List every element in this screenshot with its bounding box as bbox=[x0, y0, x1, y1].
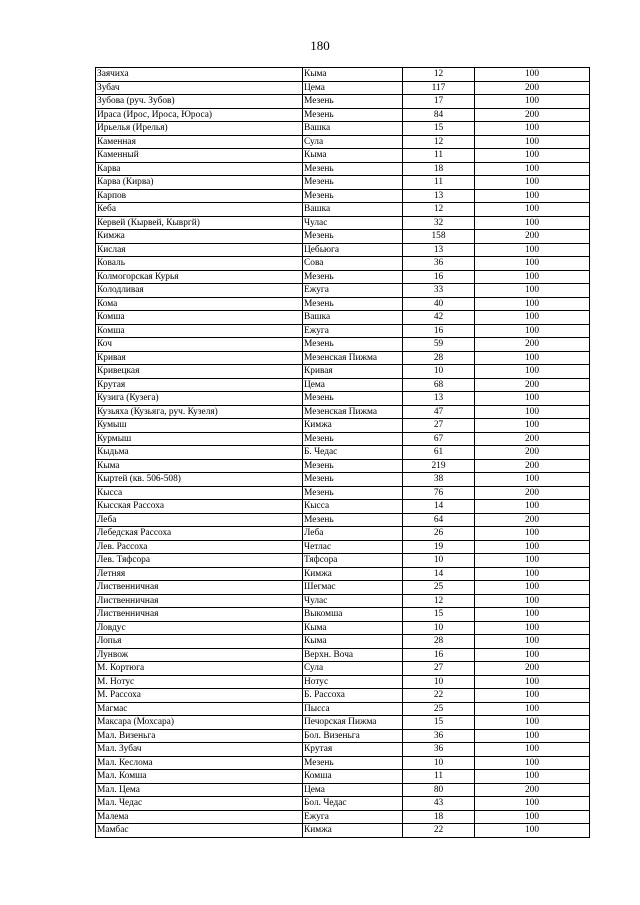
protection-zone-cell: 200 bbox=[475, 230, 590, 244]
protection-zone-cell: 100 bbox=[475, 95, 590, 109]
river-name-cell: Зубова (руч. Зубов) bbox=[96, 95, 303, 109]
river-name-cell: Кыма bbox=[96, 459, 303, 473]
river-name-cell: Лев. Тяфсора bbox=[96, 554, 303, 568]
river-name-cell: Лиственничная bbox=[96, 594, 303, 608]
table-row bbox=[96, 216, 590, 230]
recipient-river-cell: Мезень bbox=[303, 270, 403, 284]
recipient-river-cell: Мезенская Пижма bbox=[303, 351, 403, 365]
river-name-cell: Карва bbox=[96, 162, 303, 176]
length-cell: 158 bbox=[403, 230, 475, 244]
length-cell: 38 bbox=[403, 473, 475, 487]
protection-zone-cell: 100 bbox=[475, 270, 590, 284]
river-name-cell: Заячиха bbox=[96, 68, 303, 82]
length-cell: 13 bbox=[403, 189, 475, 203]
length-cell: 13 bbox=[403, 243, 475, 257]
protection-zone-cell: 100 bbox=[475, 716, 590, 730]
protection-zone-cell: 100 bbox=[475, 594, 590, 608]
recipient-river-cell: Мезень bbox=[303, 486, 403, 500]
table-row bbox=[96, 392, 590, 406]
recipient-river-cell: Цема bbox=[303, 783, 403, 797]
recipient-river-cell: Ежуга bbox=[303, 284, 403, 298]
river-name-cell: Кузига (Кузега) bbox=[96, 392, 303, 406]
recipient-river-cell: Тяфсора bbox=[303, 554, 403, 568]
river-name-cell: Кимжа bbox=[96, 230, 303, 244]
recipient-river-cell: Мезень bbox=[303, 473, 403, 487]
protection-zone-cell: 100 bbox=[475, 648, 590, 662]
river-name-cell: Мал. Кеслома bbox=[96, 756, 303, 770]
length-cell: 12 bbox=[403, 135, 475, 149]
river-name-cell: Кысса bbox=[96, 486, 303, 500]
protection-zone-cell: 100 bbox=[475, 702, 590, 716]
recipient-river-cell: Вашка bbox=[303, 311, 403, 325]
recipient-river-cell: Цема bbox=[303, 81, 403, 95]
protection-zone-cell: 100 bbox=[475, 405, 590, 419]
length-cell: 11 bbox=[403, 149, 475, 163]
length-cell: 12 bbox=[403, 203, 475, 217]
table-row bbox=[96, 729, 590, 743]
river-name-cell: Карпов bbox=[96, 189, 303, 203]
table-row bbox=[96, 810, 590, 824]
table-row bbox=[96, 230, 590, 244]
length-cell: 16 bbox=[403, 324, 475, 338]
rivers-table bbox=[95, 67, 590, 838]
river-name-cell: Лебедская Рассоха bbox=[96, 527, 303, 541]
length-cell: 27 bbox=[403, 662, 475, 676]
recipient-river-cell: Леба bbox=[303, 527, 403, 541]
length-cell: 117 bbox=[403, 81, 475, 95]
table-row bbox=[96, 108, 590, 122]
length-cell: 47 bbox=[403, 405, 475, 419]
recipient-river-cell: Бол. Визеньга bbox=[303, 729, 403, 743]
table-row bbox=[96, 446, 590, 460]
length-cell: 12 bbox=[403, 594, 475, 608]
recipient-river-cell: Четлас bbox=[303, 540, 403, 554]
protection-zone-cell: 100 bbox=[475, 392, 590, 406]
table-row bbox=[96, 594, 590, 608]
length-cell: 33 bbox=[403, 284, 475, 298]
recipient-river-cell: Вашка bbox=[303, 203, 403, 217]
recipient-river-cell: Крутая bbox=[303, 743, 403, 757]
table-row bbox=[96, 527, 590, 541]
river-name-cell: Колодливая bbox=[96, 284, 303, 298]
recipient-river-cell: Чулас bbox=[303, 216, 403, 230]
length-cell: 26 bbox=[403, 527, 475, 541]
length-cell: 64 bbox=[403, 513, 475, 527]
river-name-cell: Кыдьма bbox=[96, 446, 303, 460]
recipient-river-cell: Мезень bbox=[303, 459, 403, 473]
length-cell: 28 bbox=[403, 635, 475, 649]
river-name-cell: Малема bbox=[96, 810, 303, 824]
recipient-river-cell: Б. Рассоха bbox=[303, 689, 403, 703]
recipient-river-cell: Верхн. Воча bbox=[303, 648, 403, 662]
river-name-cell: Кома bbox=[96, 297, 303, 311]
length-cell: 22 bbox=[403, 824, 475, 838]
table-row bbox=[96, 297, 590, 311]
protection-zone-cell: 200 bbox=[475, 108, 590, 122]
protection-zone-cell: 100 bbox=[475, 257, 590, 271]
recipient-river-cell: Мезень bbox=[303, 176, 403, 190]
table-row bbox=[96, 351, 590, 365]
length-cell: 84 bbox=[403, 108, 475, 122]
length-cell: 11 bbox=[403, 770, 475, 784]
table-row bbox=[96, 797, 590, 811]
protection-zone-cell: 200 bbox=[475, 81, 590, 95]
length-cell: 25 bbox=[403, 581, 475, 595]
protection-zone-cell: 100 bbox=[475, 621, 590, 635]
table-row bbox=[96, 716, 590, 730]
protection-zone-cell: 100 bbox=[475, 324, 590, 338]
recipient-river-cell: Кимжа bbox=[303, 567, 403, 581]
protection-zone-cell: 200 bbox=[475, 459, 590, 473]
recipient-river-cell: Кыма bbox=[303, 621, 403, 635]
river-name-cell: Каменная bbox=[96, 135, 303, 149]
table-row bbox=[96, 68, 590, 82]
table-row bbox=[96, 675, 590, 689]
river-name-cell: М. Кортюга bbox=[96, 662, 303, 676]
river-name-cell: М. Рассоха bbox=[96, 689, 303, 703]
table-row bbox=[96, 378, 590, 392]
recipient-river-cell: Сула bbox=[303, 662, 403, 676]
river-name-cell: Кузьяха (Кузьяга, руч. Кузеля) bbox=[96, 405, 303, 419]
recipient-river-cell: Ежуга bbox=[303, 324, 403, 338]
table-row bbox=[96, 540, 590, 554]
river-name-cell: Мамбас bbox=[96, 824, 303, 838]
river-name-cell: Лиственничная bbox=[96, 608, 303, 622]
length-cell: 61 bbox=[403, 446, 475, 460]
length-cell: 36 bbox=[403, 257, 475, 271]
protection-zone-cell: 100 bbox=[475, 297, 590, 311]
recipient-river-cell: Нотус bbox=[303, 675, 403, 689]
protection-zone-cell: 100 bbox=[475, 567, 590, 581]
table-row bbox=[96, 500, 590, 514]
length-cell: 14 bbox=[403, 500, 475, 514]
river-name-cell: Мал. Зубач bbox=[96, 743, 303, 757]
protection-zone-cell: 200 bbox=[475, 378, 590, 392]
river-name-cell: Мал. Визеньга bbox=[96, 729, 303, 743]
length-cell: 76 bbox=[403, 486, 475, 500]
protection-zone-cell: 100 bbox=[475, 797, 590, 811]
length-cell: 18 bbox=[403, 162, 475, 176]
table-row bbox=[96, 824, 590, 838]
protection-zone-cell: 100 bbox=[475, 135, 590, 149]
length-cell: 10 bbox=[403, 365, 475, 379]
table-row bbox=[96, 635, 590, 649]
length-cell: 10 bbox=[403, 621, 475, 635]
protection-zone-cell: 100 bbox=[475, 176, 590, 190]
protection-zone-cell: 100 bbox=[475, 527, 590, 541]
table-row bbox=[96, 513, 590, 527]
length-cell: 12 bbox=[403, 68, 475, 82]
protection-zone-cell: 100 bbox=[475, 189, 590, 203]
protection-zone-cell: 100 bbox=[475, 675, 590, 689]
protection-zone-cell: 100 bbox=[475, 203, 590, 217]
table-row bbox=[96, 608, 590, 622]
table-row bbox=[96, 189, 590, 203]
table-row bbox=[96, 311, 590, 325]
length-cell: 80 bbox=[403, 783, 475, 797]
length-cell: 13 bbox=[403, 392, 475, 406]
length-cell: 32 bbox=[403, 216, 475, 230]
table-row bbox=[96, 648, 590, 662]
protection-zone-cell: 100 bbox=[475, 122, 590, 136]
length-cell: 15 bbox=[403, 716, 475, 730]
protection-zone-cell: 100 bbox=[475, 216, 590, 230]
table-row bbox=[96, 459, 590, 473]
recipient-river-cell: Мезень bbox=[303, 95, 403, 109]
table-row bbox=[96, 783, 590, 797]
river-name-cell: М. Нотус bbox=[96, 675, 303, 689]
river-name-cell: Каменный bbox=[96, 149, 303, 163]
table-row bbox=[96, 122, 590, 136]
river-name-cell: Лопья bbox=[96, 635, 303, 649]
recipient-river-cell: Мезень bbox=[303, 756, 403, 770]
table-row bbox=[96, 365, 590, 379]
river-name-cell: Ираса (Ирос, Ироса, Юроса) bbox=[96, 108, 303, 122]
protection-zone-cell: 100 bbox=[475, 540, 590, 554]
recipient-river-cell: Б. Чедас bbox=[303, 446, 403, 460]
length-cell: 67 bbox=[403, 432, 475, 446]
table-row bbox=[96, 554, 590, 568]
recipient-river-cell: Комша bbox=[303, 770, 403, 784]
length-cell: 42 bbox=[403, 311, 475, 325]
recipient-river-cell: Мезень bbox=[303, 513, 403, 527]
river-name-cell: Кыртей (кв. 506-508) bbox=[96, 473, 303, 487]
length-cell: 10 bbox=[403, 756, 475, 770]
river-name-cell: Комша bbox=[96, 324, 303, 338]
river-name-cell: Ирьелья (Ирелья) bbox=[96, 122, 303, 136]
protection-zone-cell: 200 bbox=[475, 338, 590, 352]
river-name-cell: Лиственничная bbox=[96, 581, 303, 595]
river-name-cell: Магмас bbox=[96, 702, 303, 716]
protection-zone-cell: 100 bbox=[475, 608, 590, 622]
length-cell: 59 bbox=[403, 338, 475, 352]
recipient-river-cell: Кыма bbox=[303, 149, 403, 163]
river-name-cell: Летняя bbox=[96, 567, 303, 581]
river-name-cell: Карва (Кирва) bbox=[96, 176, 303, 190]
river-name-cell: Коваль bbox=[96, 257, 303, 271]
protection-zone-cell: 100 bbox=[475, 243, 590, 257]
table-row bbox=[96, 176, 590, 190]
protection-zone-cell: 100 bbox=[475, 351, 590, 365]
river-name-cell: Курмыш bbox=[96, 432, 303, 446]
river-name-cell: Мал. Комша bbox=[96, 770, 303, 784]
length-cell: 15 bbox=[403, 122, 475, 136]
table-row bbox=[96, 203, 590, 217]
recipient-river-cell: Цебьюга bbox=[303, 243, 403, 257]
length-cell: 25 bbox=[403, 702, 475, 716]
recipient-river-cell: Мезенская Пижма bbox=[303, 405, 403, 419]
recipient-river-cell: Ежуга bbox=[303, 810, 403, 824]
protection-zone-cell: 100 bbox=[475, 689, 590, 703]
protection-zone-cell: 100 bbox=[475, 635, 590, 649]
table-row bbox=[96, 419, 590, 433]
table-row bbox=[96, 473, 590, 487]
river-name-cell: Мал. Цема bbox=[96, 783, 303, 797]
length-cell: 17 bbox=[403, 95, 475, 109]
recipient-river-cell: Сула bbox=[303, 135, 403, 149]
recipient-river-cell: Чулас bbox=[303, 594, 403, 608]
table-row bbox=[96, 689, 590, 703]
table-row bbox=[96, 756, 590, 770]
recipient-river-cell: Шегмас bbox=[303, 581, 403, 595]
protection-zone-cell: 100 bbox=[475, 554, 590, 568]
protection-zone-cell: 100 bbox=[475, 284, 590, 298]
page-number: 180 bbox=[310, 38, 330, 53]
length-cell: 40 bbox=[403, 297, 475, 311]
table-row bbox=[96, 702, 590, 716]
length-cell: 27 bbox=[403, 419, 475, 433]
recipient-river-cell: Мезень bbox=[303, 392, 403, 406]
river-name-cell: Крутая bbox=[96, 378, 303, 392]
protection-zone-cell: 100 bbox=[475, 419, 590, 433]
recipient-river-cell: Мезень bbox=[303, 230, 403, 244]
river-name-cell: Колмогорская Курья bbox=[96, 270, 303, 284]
protection-zone-cell: 100 bbox=[475, 311, 590, 325]
protection-zone-cell: 100 bbox=[475, 162, 590, 176]
recipient-river-cell: Печорская Пижма bbox=[303, 716, 403, 730]
table-row bbox=[96, 621, 590, 635]
table-row bbox=[96, 567, 590, 581]
length-cell: 28 bbox=[403, 351, 475, 365]
protection-zone-cell: 200 bbox=[475, 446, 590, 460]
protection-zone-cell: 100 bbox=[475, 756, 590, 770]
table-row bbox=[96, 486, 590, 500]
recipient-river-cell: Вашка bbox=[303, 122, 403, 136]
table-row bbox=[96, 81, 590, 95]
table-row bbox=[96, 743, 590, 757]
table-row bbox=[96, 149, 590, 163]
recipient-river-cell: Кыма bbox=[303, 635, 403, 649]
recipient-river-cell: Кыма bbox=[303, 68, 403, 82]
protection-zone-cell: 200 bbox=[475, 662, 590, 676]
protection-zone-cell: 100 bbox=[475, 743, 590, 757]
protection-zone-cell: 200 bbox=[475, 486, 590, 500]
protection-zone-cell: 200 bbox=[475, 513, 590, 527]
length-cell: 68 bbox=[403, 378, 475, 392]
recipient-river-cell: Мезень bbox=[303, 189, 403, 203]
river-name-cell: Ловдус bbox=[96, 621, 303, 635]
river-name-cell: Кривецкая bbox=[96, 365, 303, 379]
recipient-river-cell: Кысса bbox=[303, 500, 403, 514]
length-cell: 22 bbox=[403, 689, 475, 703]
table-row bbox=[96, 338, 590, 352]
river-name-cell: Кривая bbox=[96, 351, 303, 365]
recipient-river-cell: Кривая bbox=[303, 365, 403, 379]
protection-zone-cell: 100 bbox=[475, 824, 590, 838]
table-row bbox=[96, 135, 590, 149]
length-cell: 19 bbox=[403, 540, 475, 554]
recipient-river-cell: Бол. Чедас bbox=[303, 797, 403, 811]
table-row bbox=[96, 243, 590, 257]
length-cell: 14 bbox=[403, 567, 475, 581]
river-name-cell: Кервей (Кырвей, Кывргй) bbox=[96, 216, 303, 230]
protection-zone-cell: 100 bbox=[475, 729, 590, 743]
recipient-river-cell: Мезень bbox=[303, 108, 403, 122]
recipient-river-cell: Пысса bbox=[303, 702, 403, 716]
protection-zone-cell: 100 bbox=[475, 365, 590, 379]
table-row bbox=[96, 581, 590, 595]
protection-zone-cell: 100 bbox=[475, 770, 590, 784]
table-row bbox=[96, 432, 590, 446]
table-row bbox=[96, 270, 590, 284]
protection-zone-cell: 100 bbox=[475, 500, 590, 514]
length-cell: 15 bbox=[403, 608, 475, 622]
river-name-cell: Комша bbox=[96, 311, 303, 325]
recipient-river-cell: Мезень bbox=[303, 432, 403, 446]
river-name-cell: Кеба bbox=[96, 203, 303, 217]
river-name-cell: Мал. Чедас bbox=[96, 797, 303, 811]
river-name-cell: Максара (Мохсара) bbox=[96, 716, 303, 730]
river-name-cell: Коч bbox=[96, 338, 303, 352]
recipient-river-cell: Цема bbox=[303, 378, 403, 392]
length-cell: 10 bbox=[403, 675, 475, 689]
protection-zone-cell: 100 bbox=[475, 149, 590, 163]
length-cell: 11 bbox=[403, 176, 475, 190]
table-row bbox=[96, 405, 590, 419]
river-name-cell: Леба bbox=[96, 513, 303, 527]
length-cell: 16 bbox=[403, 270, 475, 284]
table-row bbox=[96, 662, 590, 676]
length-cell: 219 bbox=[403, 459, 475, 473]
protection-zone-cell: 100 bbox=[475, 810, 590, 824]
river-name-cell: Лунвож bbox=[96, 648, 303, 662]
length-cell: 43 bbox=[403, 797, 475, 811]
length-cell: 36 bbox=[403, 743, 475, 757]
river-name-cell: Лев. Рассоха bbox=[96, 540, 303, 554]
recipient-river-cell: Выкомша bbox=[303, 608, 403, 622]
table-row bbox=[96, 162, 590, 176]
table-row bbox=[96, 95, 590, 109]
length-cell: 36 bbox=[403, 729, 475, 743]
length-cell: 16 bbox=[403, 648, 475, 662]
table-row bbox=[96, 770, 590, 784]
recipient-river-cell: Мезень bbox=[303, 338, 403, 352]
recipient-river-cell: Кимжа bbox=[303, 419, 403, 433]
recipient-river-cell: Кимжа bbox=[303, 824, 403, 838]
recipient-river-cell: Мезень bbox=[303, 162, 403, 176]
river-name-cell: Кумыш bbox=[96, 419, 303, 433]
length-cell: 18 bbox=[403, 810, 475, 824]
river-name-cell: Кысская Рассоха bbox=[96, 500, 303, 514]
protection-zone-cell: 200 bbox=[475, 783, 590, 797]
recipient-river-cell: Сова bbox=[303, 257, 403, 271]
river-name-cell: Зубач bbox=[96, 81, 303, 95]
protection-zone-cell: 100 bbox=[475, 68, 590, 82]
rivers-table-body bbox=[96, 68, 590, 838]
protection-zone-cell: 200 bbox=[475, 432, 590, 446]
table-row bbox=[96, 257, 590, 271]
river-name-cell: Кислая bbox=[96, 243, 303, 257]
protection-zone-cell: 100 bbox=[475, 581, 590, 595]
length-cell: 10 bbox=[403, 554, 475, 568]
protection-zone-cell: 100 bbox=[475, 473, 590, 487]
recipient-river-cell: Мезень bbox=[303, 297, 403, 311]
table-row bbox=[96, 284, 590, 298]
table-row bbox=[96, 324, 590, 338]
